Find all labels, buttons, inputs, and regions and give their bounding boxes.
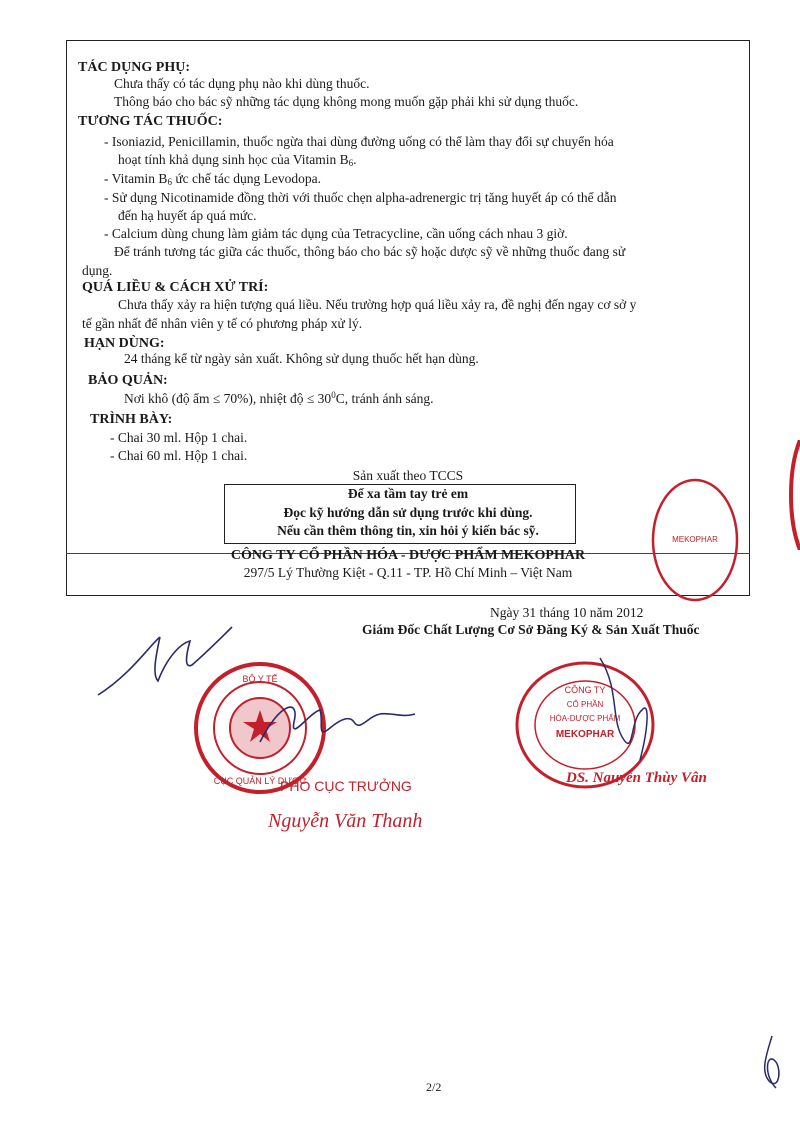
company-address: 297/5 Lý Thường Kiệt - Q.11 - TP. Hồ Chí Minh – Việt Nam	[243, 565, 573, 580]
edge-seal-icon	[786, 440, 800, 550]
svg-text:CÔNG TY: CÔNG TY	[564, 685, 606, 695]
interactions-line-3: - Vitamin $B_6$ ức chế tác dụng Levodopa.	[104, 171, 321, 187]
svg-text:CỤC QUẢN LÝ DƯỢC: CỤC QUẢN LÝ DƯỢC	[213, 776, 307, 786]
expiry-line-1: 24 tháng kể từ ngày sản xuất. Không sử dụng thuốc hết hạn dùng.	[124, 351, 479, 366]
storage-line-1: Nơi khô (độ ẩm ≤ 70%), nhiệt độ ≤ $30^0C$, tránh ánh sáng.	[124, 390, 434, 406]
svg-text:MEKOPHAR: MEKOPHAR	[672, 535, 718, 544]
right-signatory-name: DS. Nguyễn Thùy Vân	[566, 770, 707, 786]
expiry-heading: HẠN DÙNG:	[84, 336, 165, 351]
interactions-line-6: - Calcium dùng chung làm giảm tác dụng của Tetracycline, cần uống cách nhau 3 giờ.	[104, 226, 568, 241]
warning-line-3: Nếu cần thêm thông tin, xin hỏi ý kiến bác sỹ.	[277, 523, 539, 538]
svg-text:CỔ PHẦN: CỔ PHẦN	[566, 700, 604, 709]
svg-text:HÓA-DƯỢC PHẨM: HÓA-DƯỢC PHẨM	[549, 714, 621, 723]
page-number: 2/2	[426, 1080, 442, 1094]
storage-heading: BẢO QUẢN:	[88, 373, 168, 388]
overdose-line-1: Chưa thấy xảy ra hiện tượng quá liều. Nếu trường hợp quá liều xảy ra, đề nghị đến ngay cơ sở y	[118, 297, 637, 312]
left-signature-icon	[250, 692, 420, 762]
interactions-line-8: dụng.	[82, 263, 113, 278]
warning-line-1: Để xa tầm tay trẻ em	[347, 486, 469, 501]
date-line: Ngày 31 tháng 10 năm 2012	[490, 605, 644, 620]
presentation-heading: TRÌNH BÀY:	[90, 412, 173, 427]
interactions-line-1: - Isoniazid, Penicillamin, thuốc ngừa thai dùng đường uống có thể làm thay đổi sự chuyển hóa	[104, 134, 614, 149]
side-effects-heading: TÁC DỤNG PHỤ:	[78, 60, 190, 75]
presentation-item-2: - Chai 60 ml. Hộp 1 chai.	[110, 448, 248, 463]
interactions-line-7: Để tránh tương tác giữa các thuốc, thông báo cho bác sỹ hoặc dược sỹ về những thuốc đang sử	[114, 244, 626, 259]
interactions-line-5: đến hạ huyết áp quá mức.	[118, 208, 257, 223]
director-title: Giám Đốc Chất Lượng Cơ Sở Đăng Ký & Sản Xuất Thuốc	[362, 622, 700, 637]
warning-line-2: Đọc kỹ hướng dẫn sử dụng trước khi dùng.	[283, 505, 533, 520]
presentation-item-1: - Chai 30 ml. Hộp 1 chai.	[110, 430, 248, 445]
interactions-line-2: hoạt tính khả dụng sinh học của Vitamin $B_6$.	[118, 152, 357, 168]
overdose-line-2: tế gần nhất để nhân viên y tế có phương pháp xử lý.	[82, 316, 363, 331]
initial-mark-icon	[752, 1032, 792, 1092]
box-seal-icon	[650, 470, 740, 610]
left-signatory-name: Nguyễn Văn Thanh	[268, 810, 423, 832]
left-signatory-title: PHÓ CỤC TRƯỞNG	[280, 778, 412, 794]
interactions-heading: TƯƠNG TÁC THUỐC:	[78, 114, 223, 129]
svg-text:BỘ Y TẾ: BỘ Y TẾ	[242, 674, 278, 684]
manufacturing-standard: Sản xuất theo TCCS	[352, 468, 464, 483]
right-signature-icon	[590, 650, 670, 770]
side-effects-line-2: Thông báo cho bác sỹ những tác dụng không mong muốn gặp phải khi sử dụng thuốc.	[114, 94, 579, 109]
overdose-heading: QUÁ LIỀU & CÁCH XỬ TRÍ:	[82, 280, 269, 295]
interactions-line-4: - Sử dụng Nicotinamide đồng thời với thuốc chẹn alpha-adrenergic trị tăng huyết áp có thể dẫn	[104, 190, 617, 205]
company-name: CÔNG TY CỔ PHẦN HÓA - DƯỢC PHẨM MEKOPHAR	[230, 548, 586, 563]
svg-text:MEKOPHAR: MEKOPHAR	[555, 729, 615, 740]
side-effects-line-1: Chưa thấy có tác dụng phụ nào khi dùng thuốc.	[114, 76, 370, 91]
